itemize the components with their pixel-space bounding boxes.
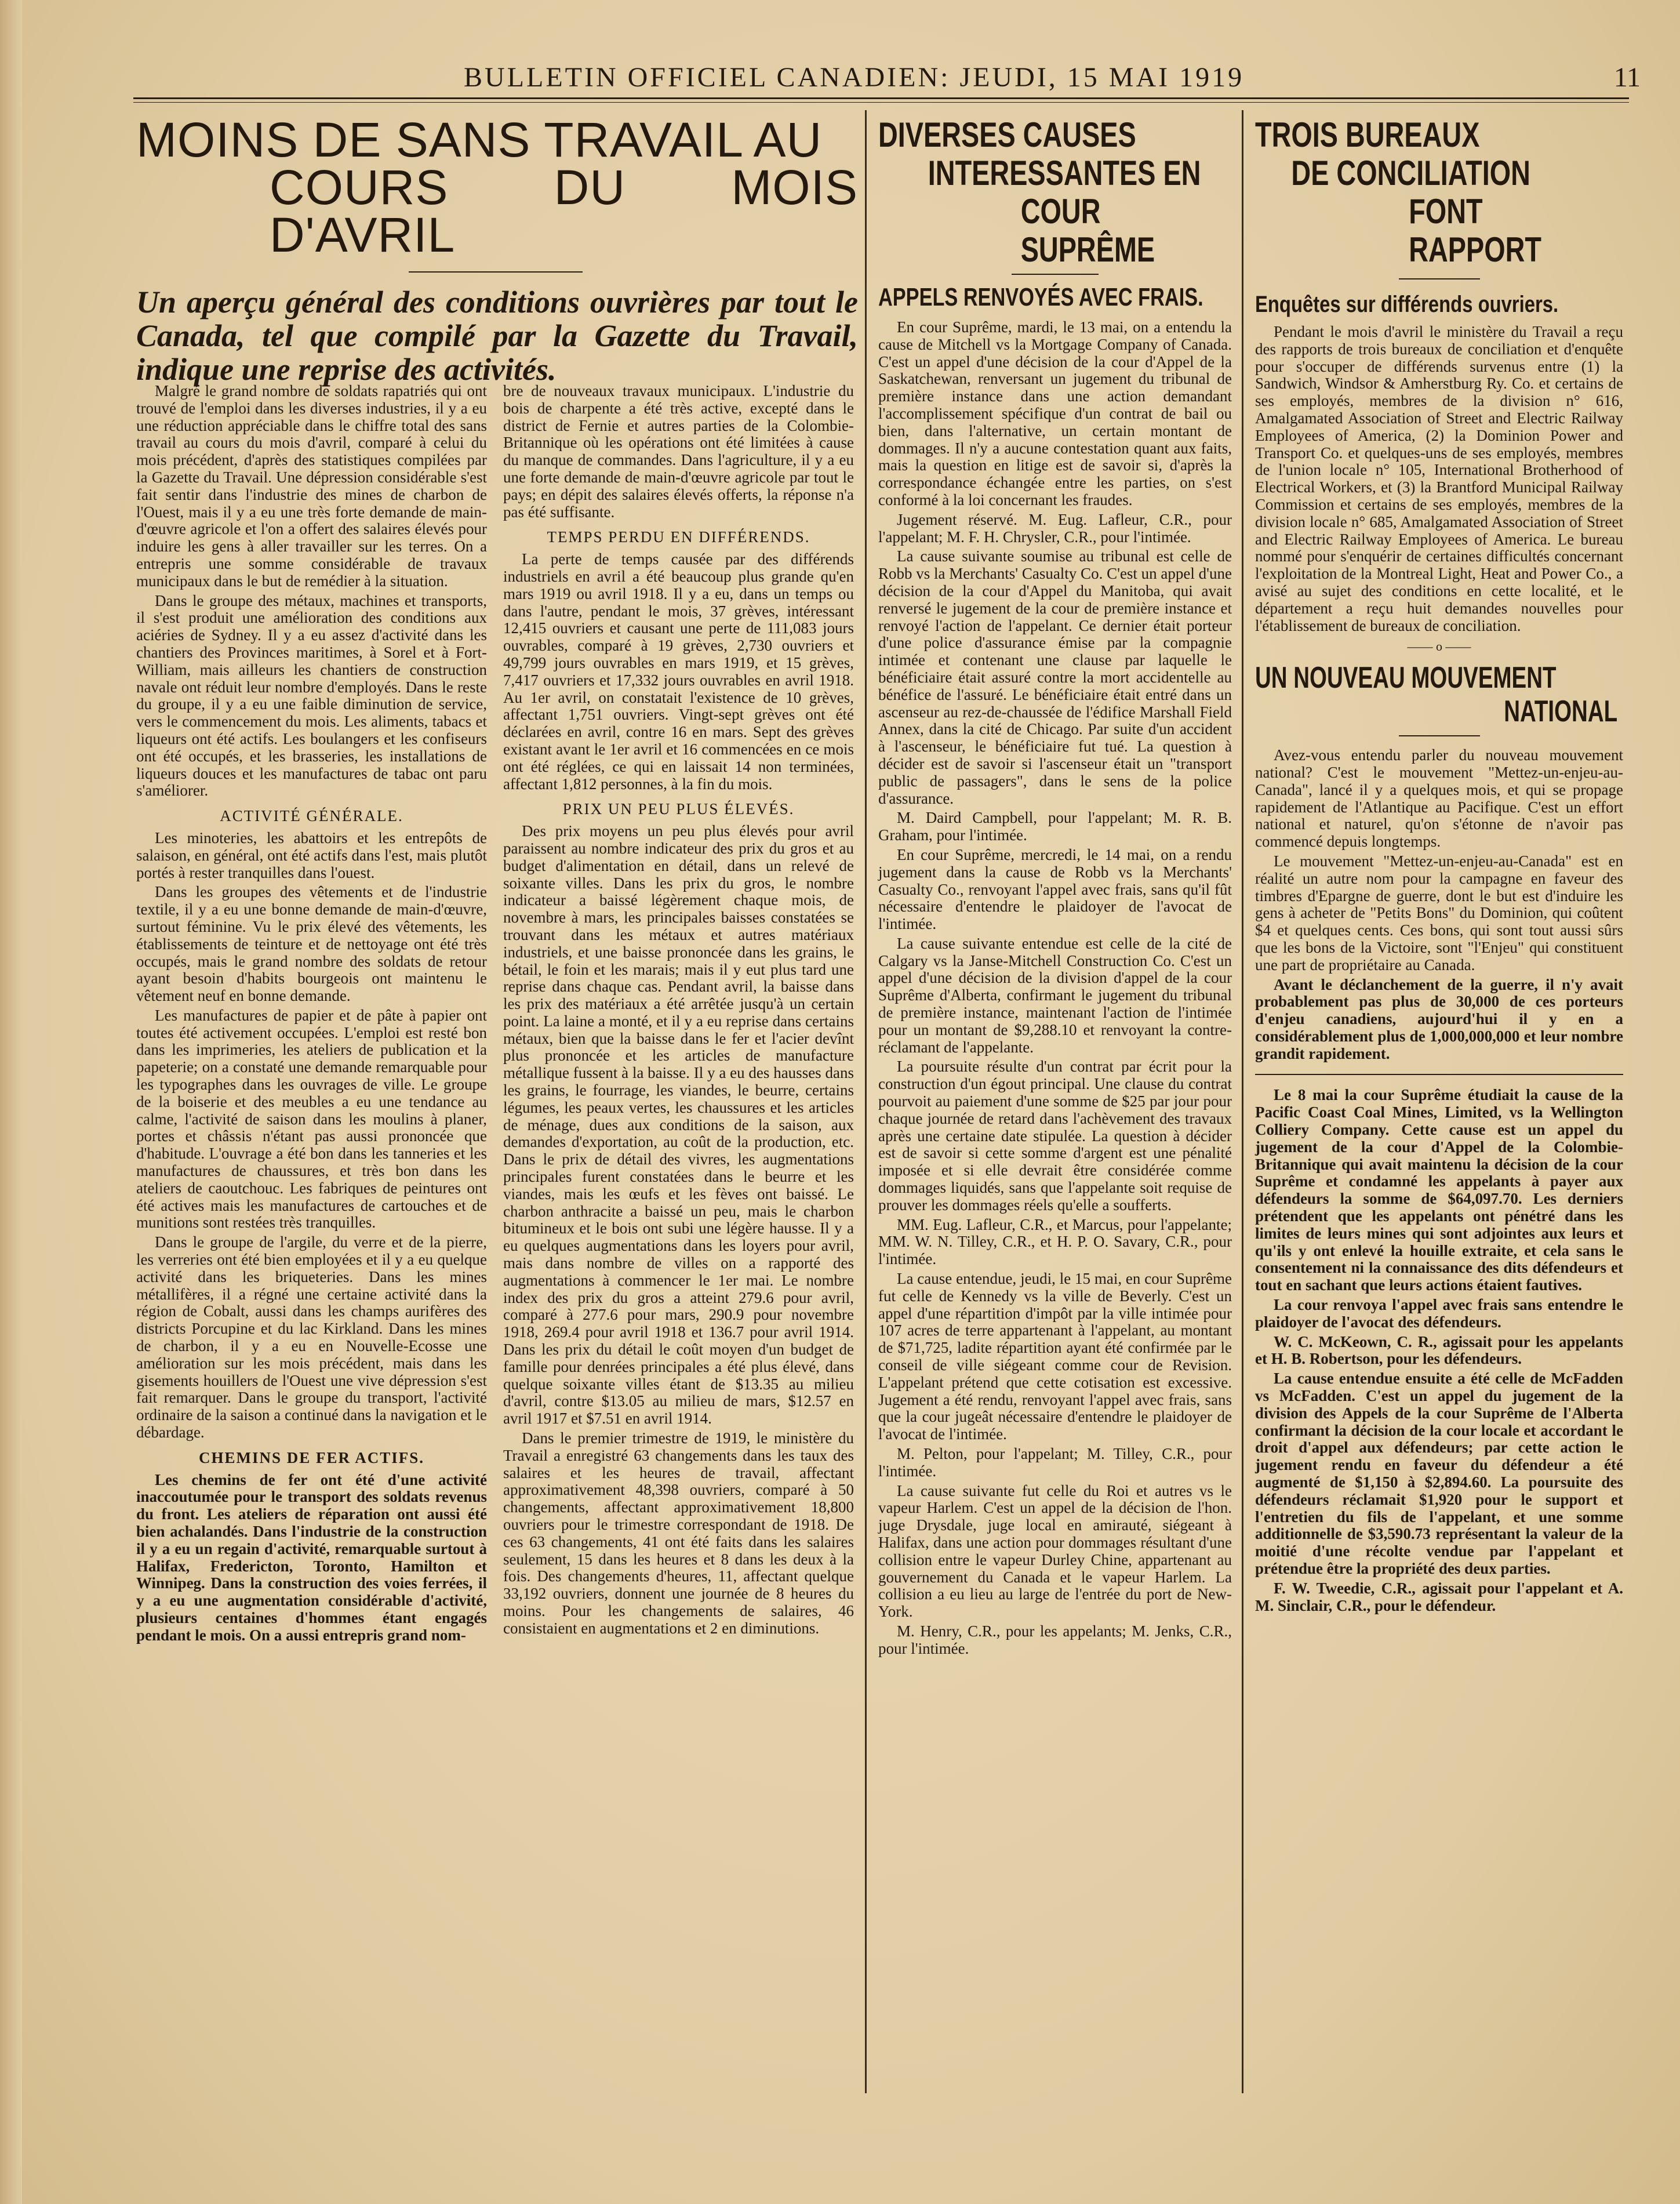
section-heading: CHEMINS DE FER ACTIFS. [198, 1448, 425, 1466]
paragraph: Malgré le grand nombre de soldats rapatriés qui ont trouvé de l'emploi dans les diverses industries, il y a eu une réduction appréciable dans le chiffre total des sans travail au cours du mois d'avril, comparé à celui du mois précédent, d'après des statistiques compilées par la Gazette du Travail. Une dépression considérable s'est fait sentir dans l'industrie des mines de charbon de l'Ouest, mais il y a eu une très forte demande de main-d'œuvre agricole et l'on a offert des salaires élevés pour induire les gens à aller travailler sur les terres. On a entrepris une somme considérable de travaux municipaux dans le but de remédier à la situation. [136, 382, 487, 590]
header-rule-thin [133, 102, 1629, 103]
divider [1399, 735, 1480, 736]
section-ornament: —— o —— [1407, 639, 1471, 654]
article-main-head [136, 112, 858, 387]
article-column-1 [136, 383, 487, 1647]
masthead-title: BULLETIN OFFICIEL CANADIEN: JEUDI, 15 MAI 1919 [464, 62, 1245, 93]
section-heading: ACTIVITÉ GÉNÉRALE. [220, 807, 403, 825]
paragraph: Dans les groupes des vêtements et de l'industrie textile, il y a eu une bonne demande de main-d'œuvre, surtout féminine. Vu le prix élevé des vêtements, les établissements de teinture et de nettoyage ont été très occupés, mais le grand nombre des soldats de retour ayant besoin d'habits bourgeois ont maintenu le vêtement neuf en bonne demande. [136, 883, 487, 1005]
headline-line: INTERESSANTES EN [928, 154, 1201, 193]
paragraph: Le 8 mai la cour Suprême étudiait la cause de la Pacific Coast Coal Mines, Limited, vs la Wellington Colliery Company. Cette cause est un appel du jugement de la cour d'Appel de la Colombie-Britannique qui avait maintenu la décision de la cour Suprême et condamné les appelants à payer aux défendeurs la somme de $64,097.70. Les derniers prétendent que les appelants ont pénétré dans les limites de leurs mines qui sont adjointes aux leurs et qu'ils y ont enlevé la houille extraite, et cela sans le consentement ni la connaissance des dits défendeurs et tout en sachant que leurs actions étaient fautives. [1255, 1086, 1623, 1294]
paragraph: En cour Suprême, mercredi, le 14 mai, on a rendu jugement dans la cause de Robb vs la Merchants' Casualty Co., renvoyant l'appel avec frais, sans qu'il fût nécessaire d'entendre le plaidoyer de l'avocat de l'intimée. [878, 845, 1232, 933]
header-rule [133, 97, 1629, 99]
headline [136, 112, 858, 262]
paragraph: La cause entendue, jeudi, le 15 mai, en cour Suprême fut celle de Kennedy vs la ville de Beverly. C'est un appel d'une répartition d'impôt par la ville intimée pour 107 acres de terre appartenant à l'appelant, au montant de $71,725, ladite répartition ayant été confirmée par le conseil de ville siégeant comme cour de Revision. L'appelant prétend que cette cotisation est excessive. Jugement a été rendu, renvoyant l'appel avec frais, sans que la cour jugeât nécessaire d'entendre le plaidoyer de l'avocat de l'intimée. [878, 1270, 1232, 1443]
paragraph: W. C. McKeown, C. R., agissait pour les appelants et H. B. Robertson, pour les défendeurs. [1255, 1332, 1623, 1368]
paragraph: MM. Eug. Lafleur, C.R., et Marcus, pour l'appelante; MM. W. N. Tilley, C.R., et H. P. O. Savary, C.R., pour l'intimée. [878, 1215, 1232, 1268]
section-heading: PRIX UN PEU PLUS ÉLEVÉS. [562, 800, 795, 818]
paragraph: M. Henry, C.R., pour les appelants; M. Jenks, C.R., pour l'intimée. [878, 1622, 1232, 1657]
article-cour-supreme [878, 116, 1232, 1660]
paragraph: bre de nouveaux travaux municipaux. L'industrie du bois de charpente a été très active, excepté dans le district de Fernie et autres parties de la Colombie-Britannique où les opérations ont été limitées à cause du manque de commandes. Dans l'agriculture, il y a eu une forte demande de main-d'œuvre agricole par tout le pays; en dépit des salaires élevés offerts, la réponse n'a pas été suffisante. [503, 382, 854, 521]
article-conciliation [1255, 116, 1623, 1617]
paragraph: Jugement réservé. M. Eug. Lafleur, C.R., pour l'appelant; M. F. H. Chrysler, C.R., pour l'intimée. [878, 510, 1232, 546]
article-deck: Un aperçu général des conditions ouvrières par tout le Canada, tel que compilé par la Gazette du Travail, indique une reprise des activités. [136, 285, 858, 387]
paragraph: La cause suivante fut celle du Roi et autres vs le vapeur Harlem. C'est un appel de la décision de l'hon. juge Drysdale, juge local en amirauté, siégeant à Halifax, dans une action pour dommages résultant d'une collision entre le vapeur Durley Chine, appartenant au gouvernement du Canada et le vapeur Harlem. La collision a eu lieu au large de l'entrée du port de New-York. [878, 1482, 1232, 1621]
paragraph: En cour Suprême, mardi, le 13 mai, on a entendu la cause de Mitchell vs la Mortgage Company of Canada. C'est un appel d'une décision de la cour d'Appel de la Saskatchewan, renversant un jugement du tribunal de première instance dans une action demandant l'accomplissement spécifique d'un contrat de bail ou bien, dans l'alternative, un certain montant de dommages. Il n'y a aucune contestation quant aux faits, mais la question en litige est de savoir si, d'après la correspondance échangée entre les parties, on s'est conformé à la loi concernant les fraudes. [878, 318, 1232, 509]
subheadline: APPELS RENVOYÉS AVEC FRAIS. [878, 283, 1203, 311]
headline-line: COUR SUPRÊME [1020, 192, 1155, 269]
paragraph: F. W. Tweedie, C.R., agissait pour l'appelant et A. M. Sinclair, C.R., pour le défendeur. [1255, 1579, 1623, 1614]
paragraph: La cause entendue ensuite a été celle de McFadden vs McFadden. C'est un appel du jugement de la division des Appels de la cour Suprême de l'Alberta confirmant la décision de la cour locale et accordant le droit d'appel aux défendeurs; par cette action le jugement rendu en faveur du défendeur a été augmenté de $1,150 à $2,894.60. La poursuite des défendeurs réclamait $1,920 pour le support et l'entretien du fils de l'appelant, et une somme additionnelle de $3,590.73 représentant la valeur de la moitié d'une récolte vendue par l'appelant et prétendue être la propriété des deux parties. [1255, 1370, 1623, 1577]
headline-line: FONT RAPPORT [1409, 192, 1542, 269]
headline-line: UN NOUVEAU MOUVEMENT [1255, 661, 1557, 695]
paragraph: M. Pelton, pour l'appelant; M. Tilley, C.R., pour l'intimée. [878, 1445, 1232, 1480]
paragraph: Les minoteries, les abattoirs et les entrepôts de salaison, en général, ont été actifs dans l'est, mais plutôt portés à rester tranquilles dans l'ouest. [136, 829, 487, 881]
paragraph: Les chemins de fer ont été d'une activité inaccoutumée pour le transport des soldats revenus du front. Les ateliers de réparation ont aussi été bien achalandés. Dans l'industrie de la construction il y a eu un regain d'activité, remarquable surtout à Halifax, Fredericton, Toronto, Hamilton et Winnipeg. Dans la construction des voies ferrées, il y a eu une augmentation considérable d'activité, plusieurs centaines d'hommes étant engagés pendant le mois. On a aussi entrepris grand nom- [136, 1470, 487, 1644]
headline [878, 116, 1231, 269]
column-divider [1242, 110, 1243, 2093]
paragraph: La perte de temps causée par des différends industriels en avril a été beaucoup plus grande qu'en mars 1919 ou avril 1918. Il y a eu, dans un temps ou dans l'autre, pendant le mois, 37 grèves, intéressant 12,415 ouvriers et causant une perte de 111,083 jours ouvrables, comparé à 19 grèves, 2,730 ouvriers et 49,799 jours ouvrables en mars 1919, et 15 grèves, 7,417 ouvriers et 17,332 jours ouvrables en avril 1918. Au 1er avril, on constatait l'existence de 10 grèves, affectant 1,751 ouvriers. Vingt-sept grèves ont été déclarées en avril, contre 16 en mars. Sept des grèves existant avant le 1er avril et 16 commencées en ce mois ont été réglées, ce qui en laissait 14 non terminées, affectant 1,812 personnes, à la fin du mois. [503, 550, 854, 793]
page-fold-shadow [0, 0, 22, 2204]
divider [1399, 278, 1480, 279]
paragraph: Avant le déclanchement de la guerre, il n'y avait probablement pas plus de 30,000 de ces porteurs d'enjeu canadiens, aujourd'hui il y en a considérablement plus de 1,000,000,000 et leur nombre grandit rapidement. [1255, 975, 1623, 1062]
article-column-2 [503, 383, 854, 1640]
column-divider [865, 110, 867, 2093]
subheadline: Enquêtes sur différends ouvriers. [1255, 292, 1559, 317]
paragraph: La cause suivante soumise au tribunal est celle de Robb vs la Merchants' Casualty Co. C'est un appel d'une décision de la cour d'Appel du Manitoba, qui avait renversé le jugement de la cour de première instance et renvoyé l'action de l'appelant. Ce dernier était porteur d'une police d'assurance émise par la compagnie intimée et contenant une clause par laquelle le bénéficiaire était assuré contre la mort accidentelle au bénéfice de l'assuré. Le bénéficiaire était entré dans un ascenseur au rez-de-chaussée de l'édifice Marshall Field Annex, dans la cité de Chicago. Par suite d'un accident à l'ascenseur, le bénéficiaire fut tué. La question à décider est de savoir si l'ascenseur était un "transport public de passagers", dans le sens de la police d'assurance. [878, 547, 1232, 807]
headline-line: MOINS DE SANS TRAVAIL AU [136, 112, 823, 167]
paragraph: Avez-vous entendu parler du nouveau mouvement national? C'est le mouvement "Mettez-un-enjeu-au-Canada", lancé il y a quelques mois, et qui se propage rapidement de l'Atlantique au Pacifique. C'est un effort national et naturel, qu'on s'étonne de n'avoir pas commencé depuis longtemps. [1255, 746, 1623, 851]
paragraph: La poursuite résulte d'un contrat par écrit pour la construction d'un égout principal. Une clause du contrat pourvoit au paiement d'une somme de $25 par jour pour chaque journée de retard dans l'achèvement des travaux après une certaine date stipulée. La question à décider est de savoir si cette somme d'argent est une pénalité imposée et si elle devrait être considérée comme dommages liquidés, sans que l'appelante soit requise de prouver les dommages réels qu'elle a soufferts. [878, 1058, 1232, 1214]
paragraph: Dans le groupe de l'argile, du verre et de la pierre, les verreries ont été bien employées et il y a eu quelque activité dans les briqueteries. Dans les mines métallifères, il a régné une certaine activité dans la région de Cobalt, aussi dans les champs aurifères des districts Porcupine et du lac Kirkland. Dans les mines de charbon, il y a eu en Nouvelle-Ecosse une amélioration sur les mois précédent, mais dans les gisements houillers de l'Ouest une vive dépression s'est fait remarquer. Dans le groupe du transport, l'activité ordinaire de la saison a continué dans la navigation et le débardage. [136, 1233, 487, 1442]
paragraph: Les manufactures de papier et de pâte à papier ont toutes été activement occupées. L'emploi est resté bon dans les imprimeries, les ateliers de publication et la papeterie; on a constaté une demande remarquable pour les typographes dans les ouvrages de ville. Le groupe de la boiserie et des meubles a eu une tendance au calme, l'activité de saison dans les moulins à planer, portes et châssis n'étant pas aussi prononcée que d'habitude. L'ouvrage a été bon dans les tanneries et les manufactures de chaussures, et très bon dans les ateliers de caoutchouc. Les fabriques de peintures ont été actives mais les manufactures de cartouches et de munitions sont restées très tranquilles. [136, 1006, 487, 1232]
paragraph: Des prix moyens un peu plus élevés pour avril paraissent au nombre indicateur des prix du gros et au budget d'alimentation en détail, dans un relevé de soixante villes. Dans les prix du gros, le nombre indicateur a baissé légèrement chaque mois, de novembre à mars, les principales baisses constatées se trouvant dans les métaux et autres matériaux industriels, et une baisse prononcée dans les grains, le bétail, le foin et les marais; mais il y eut plus tard une reprise dans chaque cas. Pendant avril, la baisse dans les prix des matériaux a été arrêtée jusqu'à un certain point. La laine a monté, et il y a eu reprise dans certains métaux, bien que la baisse dans le fer et l'acier devînt plus prononcée et les articles de manufacture métallique fussent à la baisse. Il y a eu des hausses dans les grains, le fourrage, les viandes, le beurre, certains légumes, les peaux vertes, les chaussures et les articles de ménage, dues aux conditions de la saison, aux demandes d'exportation, au coût de la production, etc. Dans le prix de détail des vivres, les augmentations principales furent constatées dans le beurre et les viandes, mais les œufs et les fèves ont baissé. Le charbon anthracite a baissé un peu, mais le charbon bitumineux et le bois ont subi une légère hausse. Il y a eu quelques augmentations dans les loyers pour avril, mais dans nombre de villes on a rapporté des augmentations à commencer le 1er mai. Le nombre index des prix du gros a atteint 279.6 pour avril, comparé à 277.6 pour mars, 290.9 pour novembre 1918, 269.4 pour avril 1918 et 136.7 pour avril 1914. Dans les prix du détail le coût moyen d'un budget de famille pour denrées principales a été plus élevé, dans quelque soixante villes étant de $13.35 au milieu d'avril, contre $13.05 au milieu de mars, $12.57 en avril 1917 et $7.51 en avril 1914. [503, 822, 854, 1428]
paragraph: Dans le groupe des métaux, machines et transports, il s'est produit une amélioration des conditions aux aciéries de Sydney. Il y a eu assez d'activité dans les chantiers des Provinces maritimes, à Sorel et à Fort-William, mais ailleurs les chantiers de construction navale ont réduit leur nombre d'employés. Dans le reste du groupe, il y a eu une faible diminution de service, vers le commencement du mois. Les aliments, tabacs et liqueurs ont été actifs. Les boulangers et les confiseurs ont été occupés, et les brasseries, les installations de liqueurs douces et les manufactures de tabac ont paru s'améliorer. [136, 591, 487, 800]
paragraph: M. Daird Campbell, pour l'appelant; M. R. B. Graham, pour l'intimée. [878, 809, 1232, 844]
headline [1255, 116, 1621, 269]
headline-line: NATIONAL [1504, 695, 1618, 729]
divider [1012, 274, 1099, 275]
section-rule [1255, 1074, 1623, 1075]
headline-line: DIVERSES CAUSES [878, 115, 1136, 154]
divider [409, 271, 583, 273]
paragraph: La cause suivante entendue est celle de la cité de Calgary vs la Janse-Mitchell Construction Co. C'est un appel d'une décision de la division d'appel de la cour Suprême d'Alberta, confirmant le jugement du tribunal de première instance, maintenant l'action de l'intimée pour un montant de $9,288.10 et renvoyant la contre-réclamant de l'appelante. [878, 934, 1232, 1056]
paragraph: Dans le premier trimestre de 1919, le ministère du Travail a enregistré 63 changements dans les taux des salaires et les heures de travail, affectant approximativement 48,398 ouvriers, comparé à 50 changements, affectant approximativement 18,800 ouvriers pour le trimestre correspondant de 1918. De ces 63 changements, 41 ont été faits dans les salaires seulement, 15 dans les heures et 8 dans les deux à la fois. Des changements d'heures, 11, affectant quelque 33,192 ouvriers, donnent une journée de 8 heures du moins. Pour les changements de salaires, 46 consistaient en augmentations et 2 en diminutions. [503, 1429, 854, 1637]
paragraph: Pendant le mois d'avril le ministère du Travail a reçu des rapports de trois bureaux de conciliation et d'enquête pour s'occuper de différends survenus entre (1) la Sandwich, Windsor & Amherstburg Ry. Co. et certains de ses employés, membres de la division n° 616, Amalgamated Association of Street and Electric Railway Employees of America, (2) la Dominion Power and Transport Co. et quelques-uns de ses employés, membres de l'union locale n° 105, International Brotherhood of Electrical Workers, et (3) la Brantford Municipal Railway Commission et certains de ses employés, membres de la division locale n° 685, Amalgamated Association of Street and Electric Railway Employees of America. Le bureau nommé pour s'enquérir de certaines difficultés concernant l'exploitation de la Montreal Light, Heat and Power Co., a avisé au sujet des conditions en cette localité, et le département a reçu huit demandes nouvelles pour l'établissement de bureaux de conciliation. [1255, 323, 1623, 634]
paragraph: Le mouvement "Mettez-un-enjeu-au-Canada" est en réalité un autre nom pour la campagne en faveur des timbres d'Epargne de guerre, dont le but est d'induire les gens à acheter de "Petits Bons" du Dominion, qui coûtent $4 et quelques cents. Ces bons, qui sont tout aussi sûrs que les bons de la Victoire, sont "l'Enjeu" qui constituent une part de propriétaire au Canada. [1255, 852, 1623, 974]
paragraph: La cour renvoya l'appel avec frais sans entendre le plaidoyer de l'avocat des défendeurs. [1255, 1296, 1623, 1331]
page-number: 11 [1613, 62, 1641, 93]
headline [1255, 661, 1620, 728]
headline-line: COURS DU MOIS D'AVRIL [270, 160, 858, 262]
headline-line: DE CONCILIATION [1291, 154, 1530, 193]
section-heading: TEMPS PERDU EN DIFFÉRENDS. [547, 528, 810, 546]
headline-line: TROIS BUREAUX [1255, 115, 1480, 154]
